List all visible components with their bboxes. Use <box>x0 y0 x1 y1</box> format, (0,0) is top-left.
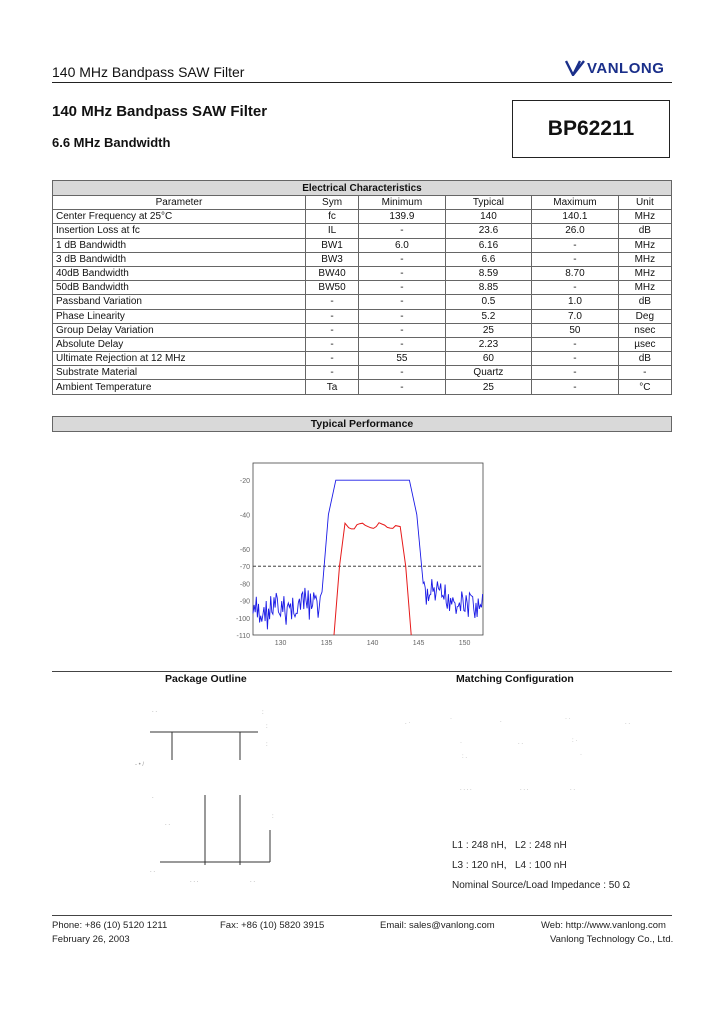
svg-text:. .: . . <box>518 740 524 746</box>
brand-logo[interactable] <box>565 60 664 77</box>
table-cell: Insertion Loss at fc <box>53 224 306 238</box>
table-cell: - <box>532 352 619 366</box>
svg-text:. .: . . <box>152 708 158 714</box>
product-subtitle: 6.6 MHz Bandwidth <box>52 135 171 150</box>
footer-date: February 26, 2003 <box>52 934 130 945</box>
table-cell: - <box>305 295 358 309</box>
performance-chart <box>225 455 500 655</box>
table-cell: - <box>305 352 358 366</box>
package-outline-drawing <box>130 700 290 890</box>
table-cell: °C <box>618 380 671 394</box>
svg-text:· ·: · · <box>565 716 571 722</box>
table-cell: - <box>359 224 446 238</box>
svg-text:. .: . . <box>250 878 256 884</box>
part-number-box <box>512 100 670 158</box>
header-title: 140 MHz Bandpass SAW Filter <box>52 64 245 80</box>
x-tick-label: 135 <box>320 640 333 647</box>
table-cell: 26.0 <box>532 224 619 238</box>
table-cell: - <box>359 323 446 337</box>
footer-phone: Phone: +86 (10) 5120 1211 <box>52 920 168 931</box>
table-cell: IL <box>305 224 358 238</box>
table-cell: 8.85 <box>445 281 532 295</box>
table-cell: - <box>532 281 619 295</box>
table-cell: - <box>532 238 619 252</box>
series-line-passband <box>334 523 411 635</box>
table-cell: Absolute Delay <box>53 337 306 351</box>
table-cell: - <box>359 295 446 309</box>
table-row <box>53 238 672 252</box>
product-title: 140 MHz Bandpass SAW Filter <box>52 103 268 120</box>
col-header: Minimum <box>359 196 446 210</box>
svg-text:. . . .: . . . . <box>460 786 472 792</box>
plot-frame <box>253 463 483 635</box>
inductor-l4: L4 : 100 nH <box>515 860 567 871</box>
inductor-l2: L2 : 248 nH <box>515 840 567 851</box>
table-row <box>53 266 672 280</box>
table-cell: 1.0 <box>532 295 619 309</box>
table-cell: 6.16 <box>445 238 532 252</box>
svg-text:. . .: . . . <box>190 878 199 884</box>
table-header-row <box>53 196 672 210</box>
table-cell: - <box>359 252 446 266</box>
x-tick-label: 140 <box>366 640 379 647</box>
svg-text:. ·: . · <box>405 720 411 726</box>
table-cell: 25 <box>445 323 532 337</box>
table-cell: BW40 <box>305 266 358 280</box>
table-row <box>53 337 672 351</box>
table-cell: BW3 <box>305 252 358 266</box>
table-cell: - <box>532 252 619 266</box>
footer-web[interactable]: Web: http://www.vanlong.com <box>541 920 666 931</box>
inductor-l3: L3 : 120 nH, <box>452 860 507 871</box>
svg-text:·: · <box>460 740 462 746</box>
x-tick-label: 130 <box>274 640 287 647</box>
table-cell: MHz <box>618 238 671 252</box>
table-cell: Center Frequency at 25°C <box>53 210 306 224</box>
table-row <box>53 295 672 309</box>
table-cell: - <box>305 323 358 337</box>
matching-config-title: Matching Configuration <box>456 673 574 685</box>
table-cell: - <box>359 281 446 295</box>
table-cell: Group Delay Variation <box>53 323 306 337</box>
nominal-impedance: Nominal Source/Load Impedance : 50 Ω <box>452 880 631 891</box>
table-cell: 0.5 <box>445 295 532 309</box>
svg-text:. .: . . <box>570 786 576 792</box>
col-header: Typical <box>445 196 532 210</box>
x-tick-label: 145 <box>412 640 425 647</box>
table-cell: - <box>532 380 619 394</box>
footer-rule <box>52 915 672 916</box>
table-row <box>53 210 672 224</box>
series-line-wideband <box>253 480 483 629</box>
table-cell: - <box>359 380 446 394</box>
table-row <box>53 281 672 295</box>
table-cell: Deg <box>618 309 671 323</box>
table-cell: 1 dB Bandwidth <box>53 238 306 252</box>
electrical-characteristics-table <box>52 180 672 395</box>
performance-section-title: Typical Performance <box>52 416 672 432</box>
svg-text:.: . <box>500 718 502 724</box>
table-cell: - <box>305 366 358 380</box>
svg-text:·: · <box>580 752 582 758</box>
table-cell: - <box>359 366 446 380</box>
table-cell: 50 <box>532 323 619 337</box>
table-cell: Ambient Temperature <box>53 380 306 394</box>
col-header: Maximum <box>532 196 619 210</box>
svg-text:.: . <box>152 794 154 800</box>
svg-text:. . .: . . . <box>520 786 529 792</box>
table-cell: dB <box>618 224 671 238</box>
table-cell: BW1 <box>305 238 358 252</box>
x-tick-label: 150 <box>458 640 471 647</box>
table-row <box>53 352 672 366</box>
table-cell: BW50 <box>305 281 358 295</box>
col-header: Unit <box>618 196 671 210</box>
inductor-l1: L1 : 248 nH, <box>452 840 507 851</box>
y-tick-label: -70 <box>239 564 250 572</box>
header-rule <box>52 82 672 83</box>
table-cell: 40dB Bandwidth <box>53 266 306 280</box>
svg-text:. .: . . <box>625 720 631 726</box>
table-cell: MHz <box>618 210 671 224</box>
y-tick-label: -20 <box>239 478 250 486</box>
table-cell: - <box>305 337 358 351</box>
table-cell: 140 <box>445 210 532 224</box>
svg-text:: .: : . <box>462 754 468 760</box>
table-cell: - <box>359 266 446 280</box>
table-cell: 8.70 <box>532 266 619 280</box>
package-outline-title: Package Outline <box>165 673 247 685</box>
y-tick-label: -80 <box>239 581 250 589</box>
table-cell: MHz <box>618 252 671 266</box>
table-row <box>53 323 672 337</box>
table-cell: nsec <box>618 323 671 337</box>
table-cell: 23.6 <box>445 224 532 238</box>
table-cell: 25 <box>445 380 532 394</box>
table-cell: MHz <box>618 281 671 295</box>
table-row <box>53 380 672 394</box>
table-cell: Ultimate Rejection at 12 MHz <box>53 352 306 366</box>
table-cell: Quartz <box>445 366 532 380</box>
table-cell: Passband Variation <box>53 295 306 309</box>
col-header: Sym <box>305 196 358 210</box>
table-cell: dB <box>618 295 671 309</box>
y-tick-label: -110 <box>236 633 250 640</box>
y-tick-label: -100 <box>235 615 250 623</box>
table-cell: - <box>359 337 446 351</box>
logo-v-icon <box>565 60 585 76</box>
table-row <box>53 366 672 380</box>
table-cell: 140.1 <box>532 210 619 224</box>
bottom-section-rule <box>52 671 672 672</box>
table-cell: 6.6 <box>445 252 532 266</box>
svg-text::: : <box>262 710 264 716</box>
matching-schematic <box>400 710 650 810</box>
table-row <box>53 252 672 266</box>
svg-text::: : <box>272 814 274 820</box>
table-cell: 139.9 <box>359 210 446 224</box>
table-cell: Ta <box>305 380 358 394</box>
y-tick-label: -90 <box>239 598 250 606</box>
table-cell: 7.0 <box>532 309 619 323</box>
footer-fax: Fax: +86 (10) 5820 3915 <box>220 920 325 931</box>
table-cell: µsec <box>618 337 671 351</box>
part-number: BP62211 <box>547 117 635 140</box>
y-tick-label: -40 <box>239 512 250 520</box>
svg-text:- • /: - • / <box>135 762 145 768</box>
y-tick-label: -60 <box>239 547 250 554</box>
table-cell: fc <box>305 210 358 224</box>
svg-text:: ·: : · <box>572 738 578 744</box>
table-cell: Substrate Material <box>53 366 306 380</box>
table-cell: dB <box>618 352 671 366</box>
footer-email[interactable]: Email: sales@vanlong.com <box>380 920 495 931</box>
table-cell: 5.2 <box>445 309 532 323</box>
table-cell: 8.59 <box>445 266 532 280</box>
svg-text::: : <box>266 724 268 730</box>
table-cell: - <box>305 309 358 323</box>
svg-text:·: · <box>450 716 452 722</box>
col-header: Parameter <box>53 196 306 210</box>
electrical-section-title: Electrical Characteristics <box>53 181 672 196</box>
table-cell: Phase Linearity <box>53 309 306 323</box>
table-cell: - <box>359 309 446 323</box>
svg-text:. .: . . <box>165 821 171 827</box>
table-cell: 2.23 <box>445 337 532 351</box>
table-cell: - <box>532 366 619 380</box>
svg-text::: : <box>266 742 268 748</box>
table-cell: MHz <box>618 266 671 280</box>
table-row <box>53 309 672 323</box>
logo-text: VANLONG <box>587 60 665 77</box>
svg-text:. .: . . <box>150 868 156 874</box>
table-cell: 55 <box>359 352 446 366</box>
table-cell: 50dB Bandwidth <box>53 281 306 295</box>
table-cell: 60 <box>445 352 532 366</box>
table-cell: - <box>618 366 671 380</box>
table-row <box>53 224 672 238</box>
table-cell: 6.0 <box>359 238 446 252</box>
table-cell: - <box>532 337 619 351</box>
footer-company: Vanlong Technology Co., Ltd. <box>550 934 674 945</box>
table-cell: 3 dB Bandwidth <box>53 252 306 266</box>
